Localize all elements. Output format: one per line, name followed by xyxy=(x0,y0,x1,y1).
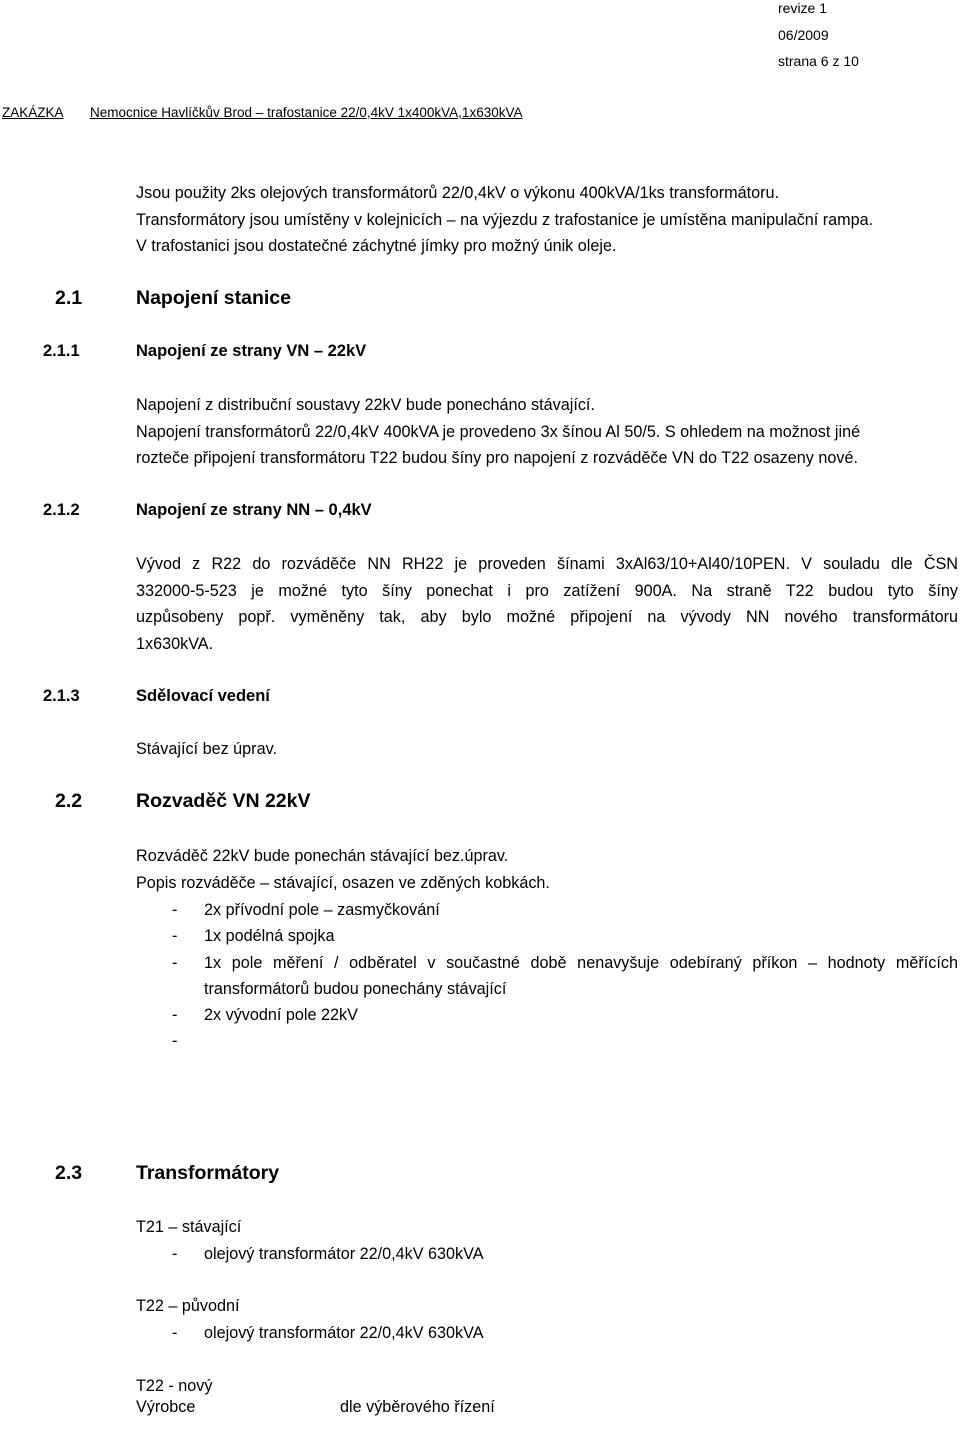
bullet-dash: - xyxy=(172,927,178,945)
section-2-1-2-title: Napojení ze strany NN – 0,4kV xyxy=(136,501,372,519)
bullet-dash: - xyxy=(172,954,178,972)
t21-item: olejový transformátor 22/0,4kV 630kVA xyxy=(204,1245,484,1263)
project-title: Nemocnice Havlíčkův Brod – trafostanice 22/0,4kV 1x400kVA,1x630kVA xyxy=(90,105,523,120)
s22-line-2: Popis rozváděče – stávající, osazen ve zděných kobkách. xyxy=(136,874,550,892)
section-2-1-number: 2.1 xyxy=(55,287,83,309)
s211-line-3: rozteče připojení transformátoru T22 budou šíny pro napojení z rozváděče VN do T22 osazeny nové. xyxy=(136,449,858,467)
s212-line-3: uzpůsobeny popř. vyměněny tak, aby bylo možné připojení na vývody NN nového transformátoru xyxy=(136,608,958,626)
bullet-dash: - xyxy=(172,901,178,919)
t22-item: olejový transformátor 22/0,4kV 630kVA xyxy=(204,1324,484,1342)
intro-line-3: V trafostanici jsou dostatečné záchytné jímky pro možný únik oleje. xyxy=(136,237,617,255)
revision: revize 1 xyxy=(778,0,828,16)
intro-line-1: Jsou použity 2ks olejových transformátorů 22/0,4kV o výkonu 400kVA/1ks transformátoru. xyxy=(136,184,780,202)
s211-line-1: Napojení z distribuční soustavy 22kV bude ponecháno stávající. xyxy=(136,396,595,414)
section-2-2-number: 2.2 xyxy=(55,790,83,812)
s22-line-1: Rozváděč 22kV bude ponechán stávající bez.úprav. xyxy=(136,847,509,865)
bullet-dash: - xyxy=(172,1006,178,1024)
maker-value: dle výběrového řízení xyxy=(340,1398,495,1416)
s212-line-4: 1x630kVA. xyxy=(136,635,214,653)
order-label: ZAKÁZKA xyxy=(2,105,64,120)
bullet-item-3: 1x pole měření / odběratel v součastné době nenavyšuje odebíraný příkon – hodnoty měřících xyxy=(204,954,958,972)
t22-new-label: T22 - nový xyxy=(136,1377,213,1395)
s212-line-2: 332000-5-523 je možné tyto šíny ponechat i pro zatížení 900A. Na straně T22 budou tyto šíny xyxy=(136,582,958,600)
s211-line-2: Napojení transformátorů 22/0,4kV 400kVA je provedeno 3x šínou Al 50/5. S ohledem na možnost jiné xyxy=(136,423,861,441)
t22-label: T22 – původní xyxy=(136,1297,240,1315)
bullet-item-2: 1x podélná spojka xyxy=(204,927,335,945)
date: 06/2009 xyxy=(778,27,829,43)
bullet-dash: - xyxy=(172,1245,178,1263)
t21-label: T21 – stávající xyxy=(136,1218,242,1236)
bullet-dash: - xyxy=(172,1324,178,1342)
section-2-3-number: 2.3 xyxy=(55,1162,83,1184)
bullet-item-4: 2x vývodní pole 22kV xyxy=(204,1006,358,1024)
section-2-2-title: Rozvaděč VN 22kV xyxy=(136,790,311,812)
intro-line-2: Transformátory jsou umístěny v kolejnicích – na výjezdu z trafostanice je umístěna manipulační rampa. xyxy=(136,211,874,229)
page-number: strana 6 z 10 xyxy=(778,53,859,69)
section-2-1-1-number: 2.1.1 xyxy=(43,342,80,360)
s213-text: Stávající bez úprav. xyxy=(136,740,277,758)
section-2-3-title: Transformátory xyxy=(136,1162,280,1184)
section-2-1-3-title: Sdělovací vedení xyxy=(136,687,270,705)
bullet-dash: - xyxy=(172,1032,178,1050)
section-2-1-1-title: Napojení ze strany VN – 22kV xyxy=(136,342,367,360)
section-2-1-2-number: 2.1.2 xyxy=(43,501,80,519)
section-2-1-title: Napojení stanice xyxy=(136,287,291,309)
bullet-item-1: 2x přívodní pole – zasmyčkování xyxy=(204,901,440,919)
s212-line-1: Vývod z R22 do rozváděče NN RH22 je proveden šínami 3xAl63/10+Al40/10PEN. V souladu dle ČSN xyxy=(136,555,958,573)
section-2-1-3-number: 2.1.3 xyxy=(43,687,80,705)
maker-label: Výrobce xyxy=(136,1398,196,1416)
bullet-item-3-continued: transformátorů budou ponechány stávající xyxy=(204,980,507,998)
